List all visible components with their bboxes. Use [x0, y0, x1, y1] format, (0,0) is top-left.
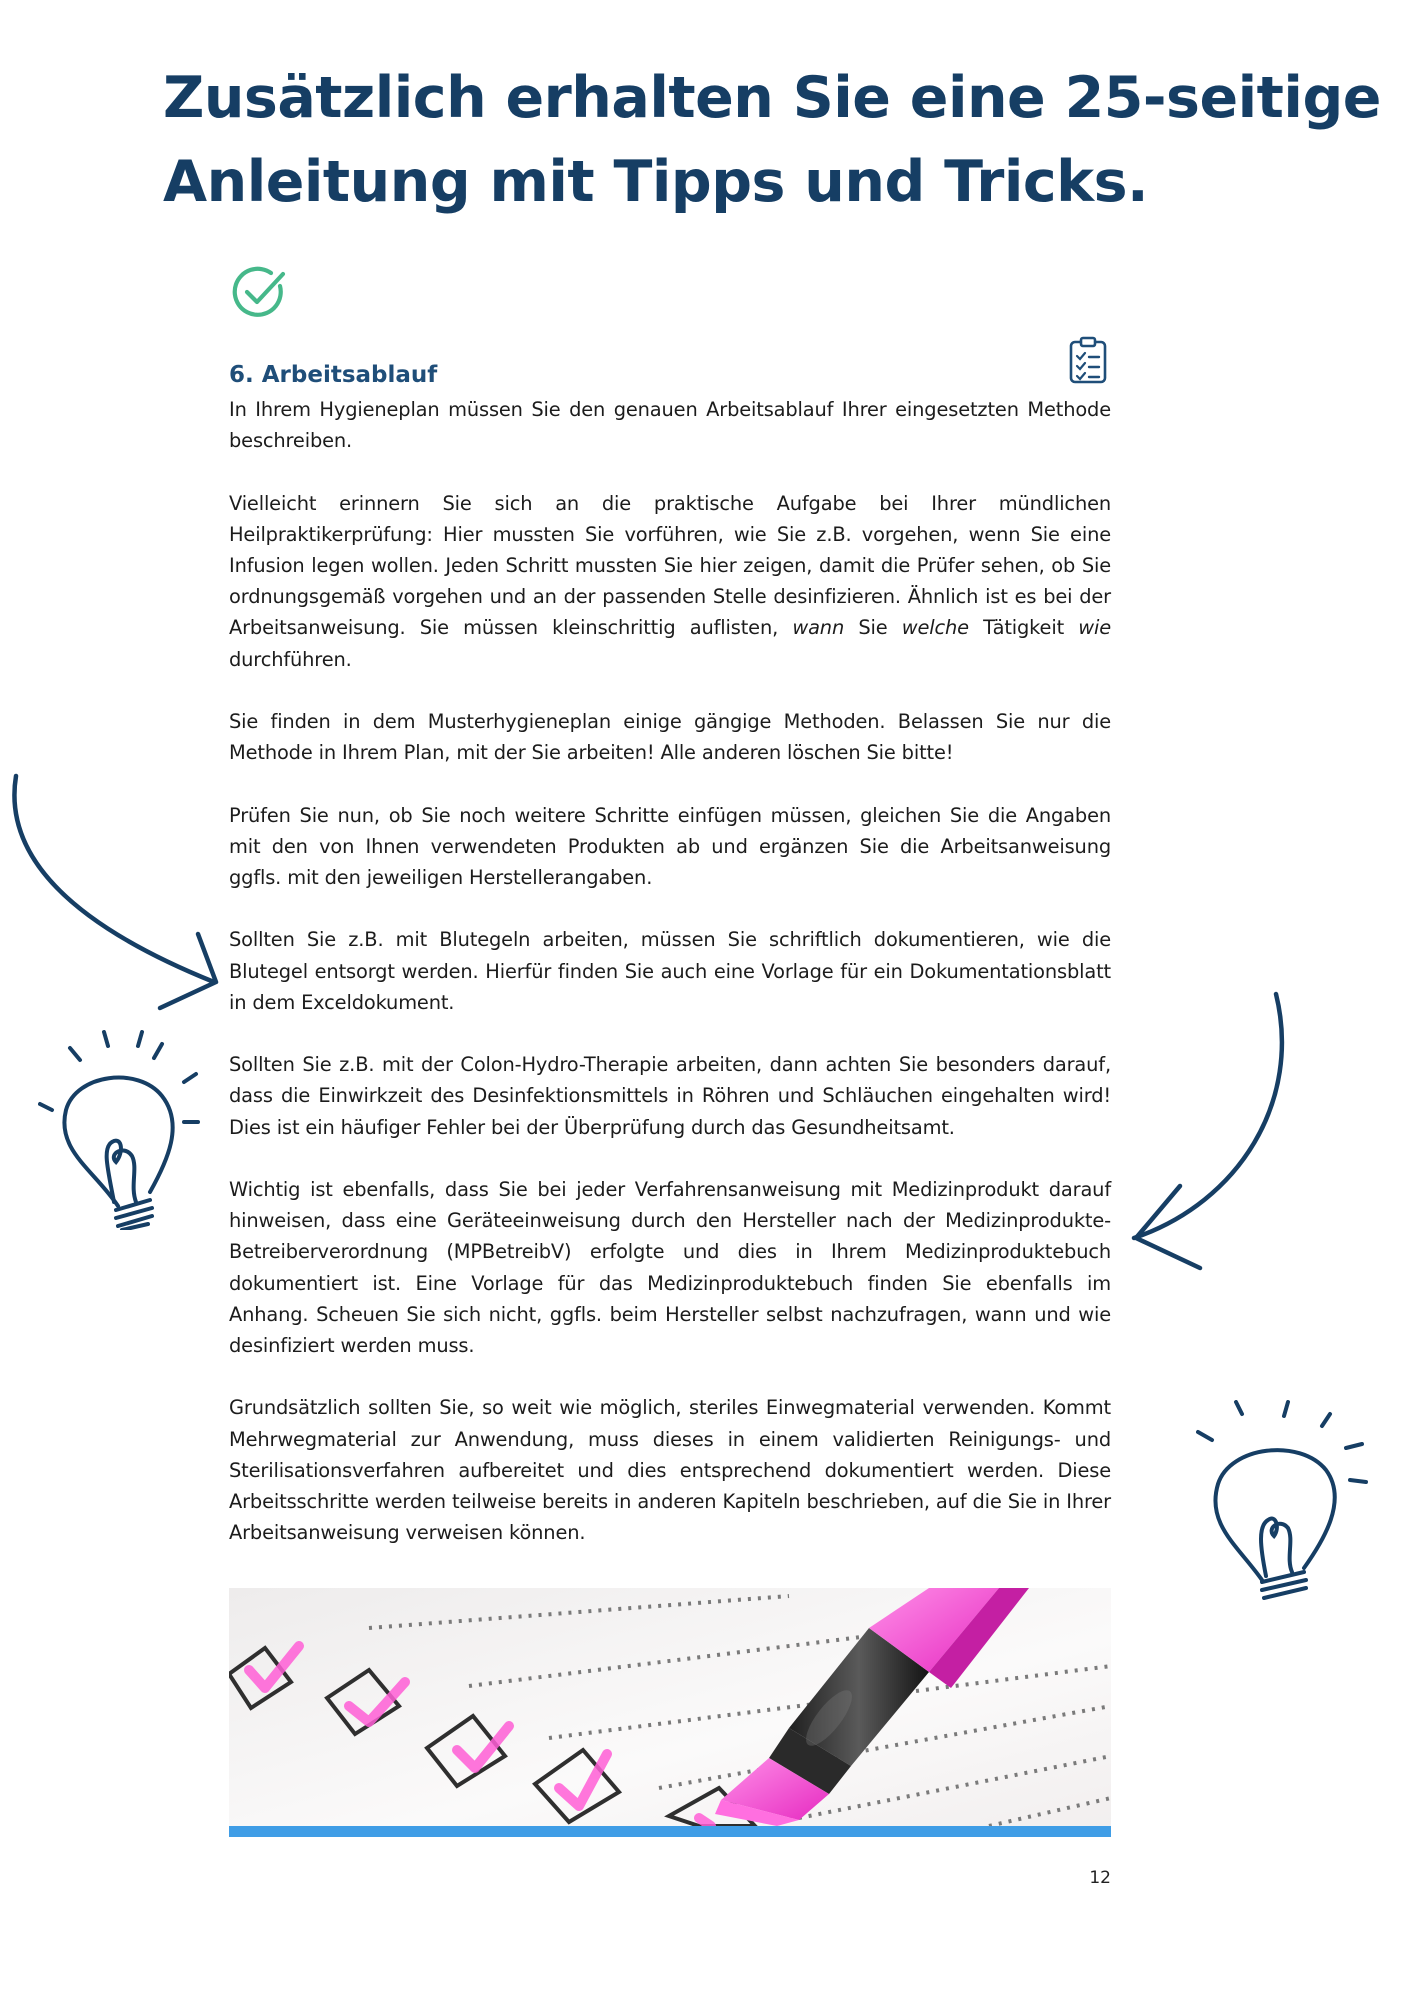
paragraph-text: durchführen.	[229, 647, 352, 671]
paragraph-text: Sie	[858, 616, 888, 640]
paragraph: Prüfen Sie nun, ob Sie noch weitere Schritte einfügen müssen, gleichen Sie die Angaben mit den von Ihnen verwendeten Produkten ab und ergänzen Sie die Arbeitsanweisung ggfls. mit den jeweiligen Herstellerangaben.	[229, 803, 1111, 889]
page-number: 12	[1089, 1868, 1111, 1888]
section-heading: 6. Arbeitsablauf	[229, 362, 438, 388]
hand-drawn-arrow-icon	[0, 770, 230, 1020]
paragraph: Sollten Sie z.B. mit der Colon-Hydro-Therapie arbeiten, dann achten Sie besonders darauf, dass die Einwirkzeit des Desinfektionsmittels in Röhren und Schläuchen eingehalten wird! Dies ist ein häufiger Fehler bei der Überprüfung durch das Gesundheitsamt.	[229, 1053, 1111, 1139]
emphasis-wann: wann	[792, 616, 845, 640]
paragraph: In Ihrem Hygieneplan müssen Sie den genauen Arbeitsablauf Ihrer eingesetzten Methode beschreiben.	[229, 398, 1111, 453]
document-body	[229, 394, 1111, 1548]
check-circle-icon	[230, 264, 288, 322]
paragraph-text: Tätigkeit	[983, 616, 1065, 640]
paragraph: Sollten Sie z.B. mit Blutegeln arbeiten, müssen Sie schriftlich dokumentieren, wie die Blutegel entsorgt werden. Hierfür finden Sie auch eine Vorlage für ein Dokumentationsblatt in dem Exceldokument.	[229, 928, 1111, 1014]
emphasis-wie: wie	[1078, 616, 1111, 640]
headline-line-1: Zusätzlich erhalten Sie eine 25-seitige	[163, 65, 1381, 131]
hand-drawn-arrow-icon	[1120, 990, 1300, 1280]
paragraph: Sie finden in dem Musterhygieneplan einige gängige Methoden. Belassen Sie nur die Methode in Ihrem Plan, mit der Sie arbeiten! Alle anderen löschen Sie bitte!	[229, 710, 1111, 765]
paragraph-text: Vielleicht erinnern Sie sich an die praktische Aufgabe bei Ihrer mündlichen Heilpraktikerprüfung: Hier mussten Sie vorführen, wie Sie z.B. vorgehen, wenn Sie eine Infusion legen wollen. Jeden Schritt mussten Sie hier zeigen, damit die Prüfer sehen, ob Sie ordnungsgemäß vorgehen und an der passenden Stelle desinfizieren. Ähnlich ist es bei der Arbeitsanweisung. Sie müssen kleinschrittig auflisten,	[229, 491, 1111, 640]
checklist-highlighter-photo	[229, 1588, 1111, 1826]
lightbulb-icon	[1196, 1400, 1376, 1600]
emphasis-welche: welche	[901, 616, 969, 640]
paragraph: Wichtig ist ebenfalls, dass Sie bei jeder Verfahrensanweisung mit Medizinprodukt darauf hinweisen, dass eine Geräteeinweisung durch den Hersteller nach der Medizinprodukte-Betreiberverordnung (MPBetreibV) erfolgte und dies in Ihrem Medizinproduktebuch dokumentiert ist. Eine Vorlage für das Medizinproduktebuch finden Sie ebenfalls im Anhang. Scheuen Sie sich nicht, ggfls. beim Hersteller selbst nachzufragen, wann und wie desinfiziert werden muss.	[229, 1177, 1111, 1357]
clipboard-checklist-icon	[1068, 336, 1108, 384]
lightbulb-icon	[38, 1030, 208, 1230]
headline-line-2: Anleitung mit Tipps und Tricks.	[163, 149, 1149, 215]
paragraph: Grundsätzlich sollten Sie, so weit wie möglich, steriles Einwegmaterial verwenden. Kommt Mehrwegmaterial zur Anwendung, muss dieses in einem validierten Reinigungs- und Sterilisationsverfahren aufbereitet und dies entsprechend dokumentiert werden. Diese Arbeitsschritte werden teilweise bereits in anderen Kapiteln beschrieben, auf die Sie in Ihrer Arbeitsanweisung verweisen können.	[229, 1396, 1111, 1545]
accent-bar	[229, 1826, 1111, 1837]
paragraph	[229, 488, 1111, 675]
headline	[163, 56, 1381, 224]
